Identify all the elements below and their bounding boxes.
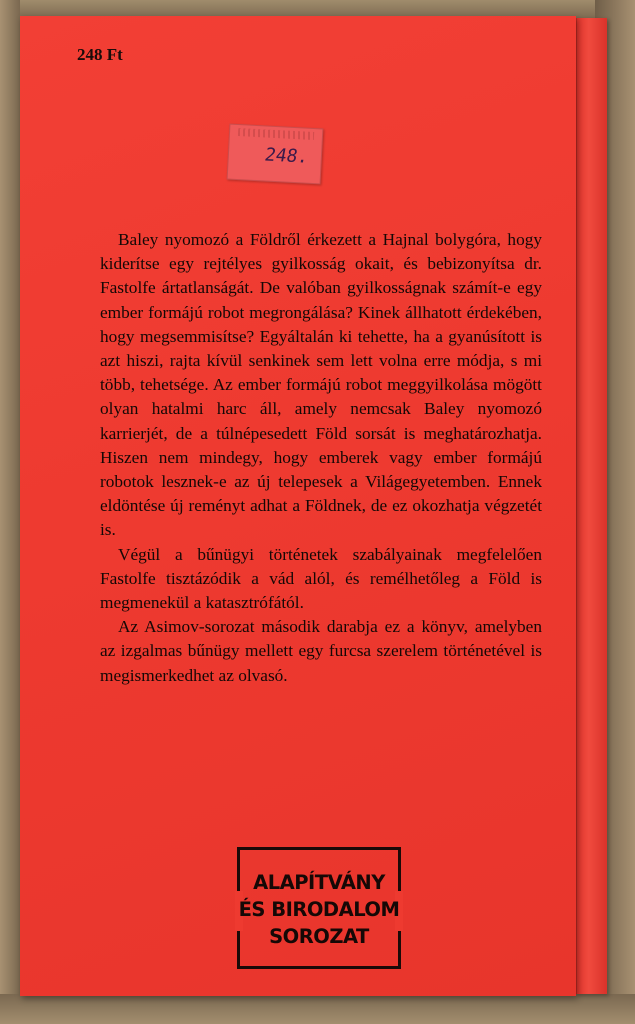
- wood-surface-left: [0, 0, 20, 1024]
- price-sticker: [227, 124, 324, 185]
- series-logo-line-3: SOROZAT: [269, 925, 369, 948]
- blurb-paragraph: Baley nyomozó a Földről érkezett a Hajnal bolygóra, hogy kiderítse egy rejtélyes gyilkosság okait, és bebizonyítsa dr. Fastolfe ártatlanságát. De valóban gyilkosságnak számít-e egy ember formájú robot megrongálása? Kinek állhatott érdekében, hogy megsemmisítse? Egyáltalán ki tehette, ha a gyanúsított is azt hiszi, rajta kívül senkinek sem lett volna erre módja, s mi több, tehetsége. Az ember formájú robot meggyilkolása mögött olyan hatalmi harc áll, amely nemcsak Baley nyomozó karrierjét, de a túlnépesedett Föld sorsát is meghatározhatja. Hiszen nem mindegy, hogy emberek vagy ember formájú robotok lesznek-e az új telepesek a Világegyetemben. Ennek eldöntése új reményt adhat a Földnek, de ez okozhatja végzetét is.: [100, 230, 542, 540]
- wood-surface-bottom: [0, 994, 635, 1024]
- series-logo-line-2: ÉS BIRODALOM: [238, 898, 400, 921]
- blurb-paragraph: Végül a bűnügyi történetek szabályainak megfelelően Fastolfe tisztázódik a vád alól, és remélhetőleg a Föld is megmenekül a katasztrófától.: [100, 544, 542, 613]
- series-logo: [237, 847, 401, 969]
- series-logo-line-1: ALAPÍTVÁNY: [253, 871, 385, 894]
- blurb-text: [100, 228, 542, 688]
- printed-price: 248 Ft: [77, 45, 123, 64]
- blurb-paragraph: Az Asimov-sorozat második darabja ez a könyv, amelyben az izgalmas bűnügy mellett egy furcsa szerelem történetével is megismerkedhet az olvasó.: [100, 617, 542, 685]
- book-spine: [576, 18, 607, 994]
- sticker-price-text: 248.: [262, 144, 311, 168]
